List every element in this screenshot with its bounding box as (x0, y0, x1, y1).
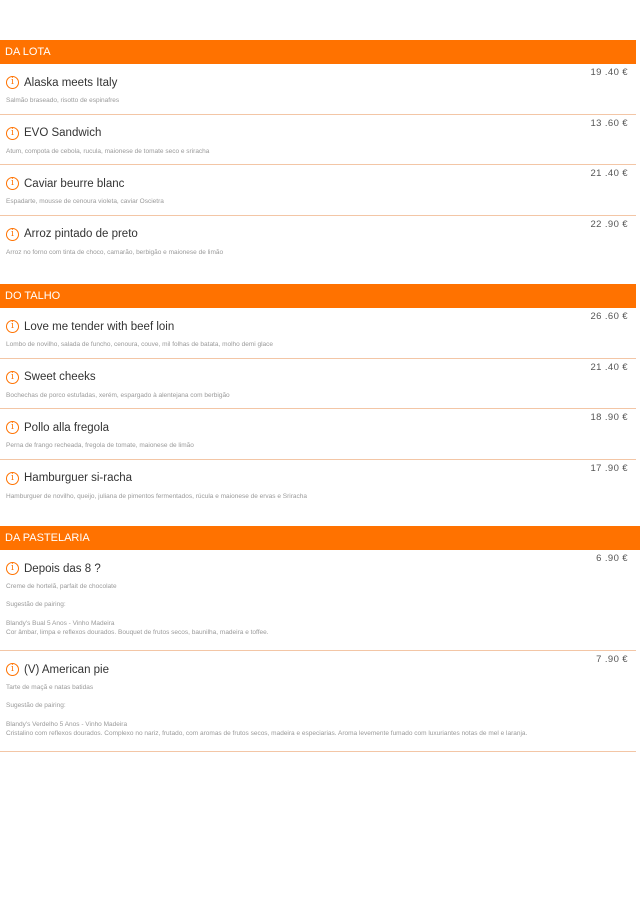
item-title-row (6, 472, 630, 485)
info-icon[interactable]: i (6, 562, 19, 575)
menu (0, 40, 640, 752)
item-description: Lombo de novilho, salada de funcho, cenoura, couve, mil folhas de batata, molho demi glace (6, 341, 274, 348)
wine-name: Blandy's Bual 5 Anos - Vinho Madeira (6, 620, 115, 627)
menu-item[interactable] (0, 550, 636, 651)
item-name: Sweet cheeks (24, 371, 96, 383)
item-title-row (6, 562, 630, 575)
item-name: Caviar beurre blanc (24, 177, 125, 190)
pairing-label: Sugestão de pairing: (6, 601, 66, 608)
item-price: 7 .90 € (596, 654, 628, 665)
item-price: 26 .60 € (590, 311, 628, 322)
menu-item[interactable] (0, 115, 636, 166)
info-icon[interactable]: i (6, 177, 19, 190)
info-icon[interactable]: i (6, 228, 19, 241)
item-title-row (6, 320, 630, 333)
section-spacer (0, 266, 640, 284)
item-description: Bochechas de porco estufadas, xerém, espargado à alentejana com berbigão (6, 391, 230, 399)
menu-item[interactable] (0, 308, 636, 359)
item-name: Hamburguer si-racha (24, 472, 133, 484)
item-description: Espadarte, mousse de cenoura violeta, caviar Oscietra (6, 198, 164, 205)
item-price: 13 .60 € (590, 117, 628, 129)
section-spacer (0, 510, 640, 526)
info-icon[interactable]: i (6, 320, 19, 333)
menu-item[interactable] (0, 216, 636, 267)
section-items (0, 308, 636, 510)
item-name: EVO Sandwich (24, 127, 102, 139)
item-price: 21 .40 € (590, 168, 628, 179)
item-price: 17 .90 € (590, 462, 628, 474)
info-icon[interactable]: i (6, 127, 19, 140)
section-header: DA LOTA (0, 40, 636, 64)
item-title-row (6, 76, 630, 89)
item-name: (V) American pie (24, 663, 110, 676)
section-header: DO TALHO (0, 284, 636, 308)
item-description: Hamburguer de novilho, queijo, juliana de pimentos fermentados, rúcula e maionese de ervas e Sriracha (6, 492, 307, 500)
item-title-row (6, 228, 630, 241)
item-description: Salmão braseado, risotto de espinafres (6, 97, 120, 104)
item-price: 19 .40 € (590, 67, 628, 78)
menu-item[interactable] (0, 64, 636, 115)
item-price: 6 .90 € (596, 553, 628, 564)
menu-item[interactable] (0, 409, 636, 460)
menu-item[interactable] (0, 460, 636, 511)
section-do-talho (0, 284, 640, 510)
item-name: Depois das 8 ? (24, 562, 101, 575)
menu-item[interactable] (0, 651, 636, 752)
section-header: DA PASTELARIA (0, 526, 640, 550)
item-description: Creme de hortelã, parfait de chocolate (6, 583, 117, 590)
section-items (0, 550, 636, 752)
item-name: Pollo alla fregola (24, 421, 110, 434)
item-price: 21 .40 € (590, 361, 628, 373)
item-description: Tarte de maçã e natas batidas (6, 684, 94, 691)
item-title-row (6, 421, 630, 434)
wine-description: Cor âmbar, limpa e reflexos dourados. Bouquet de frutos secos, baunilha, madeira e toffee. (6, 629, 269, 636)
info-icon[interactable]: i (6, 472, 19, 485)
section-da-pastelaria (0, 526, 640, 752)
item-name: Arroz pintado de preto (24, 228, 138, 240)
wine-description: Cristalino com reflexos dourados. Complexo no nariz, frutado, com aromas de frutos secos, madeira e especiarias. Aroma levemente fumado com luxuriantes notas de mel e laranja. (6, 730, 528, 737)
menu-item[interactable] (0, 359, 636, 410)
section-items (0, 64, 636, 266)
item-title-row (6, 177, 630, 190)
item-price: 18 .90 € (590, 412, 628, 423)
wine-name: Blandy's Verdelho 5 Anos - Vinho Madeira (6, 721, 128, 728)
pairing-label: Sugestão de pairing: (6, 702, 66, 709)
item-description: Atum, compota de cebola, rucula, maionese de tomate seco e sriracha (6, 147, 210, 155)
info-icon[interactable]: i (6, 76, 19, 89)
info-icon[interactable]: i (6, 421, 19, 434)
section-da-lota (0, 40, 640, 266)
item-title-row (6, 371, 630, 384)
info-icon[interactable]: i (6, 371, 19, 384)
item-description: Perna de frango recheada, fregola de tomate, maionese de limão (6, 442, 194, 449)
item-title-row (6, 127, 630, 140)
item-price: 22 .90 € (590, 218, 628, 230)
item-name: Love me tender with beef loin (24, 320, 175, 333)
item-name: Alaska meets Italy (24, 76, 118, 89)
item-title-row (6, 663, 630, 676)
item-description: Arroz no forno com tinta de choco, camarão, berbigão e maionese de limão (6, 248, 224, 256)
info-icon[interactable]: i (6, 663, 19, 676)
menu-item[interactable] (0, 165, 636, 216)
